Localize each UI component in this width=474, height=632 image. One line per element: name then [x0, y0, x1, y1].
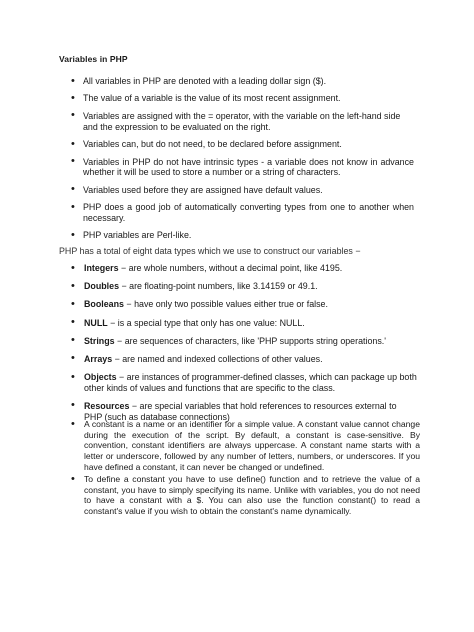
bullet-icon: • [71, 399, 75, 412]
bullet-icon: • [71, 200, 75, 213]
list-item [72, 185, 414, 196]
list-item-text: PHP variables are Perl-like. [83, 230, 192, 241]
list-item [72, 139, 414, 150]
list-item-text [84, 372, 417, 393]
data-types-intro: PHP has a total of eight data types which we use to construct our variables − [59, 246, 361, 256]
data-types-list [72, 263, 417, 430]
list-item-text: Variables used before they are assigned have default values. [83, 184, 323, 195]
list-item [72, 419, 420, 473]
list-item [72, 281, 417, 292]
bullet-icon: • [71, 91, 75, 104]
list-item-text: Variables can, but do not need, to be declared before assignment. [83, 139, 342, 150]
list-item [72, 202, 414, 223]
bullet-icon: • [71, 316, 75, 329]
list-item-text: The value of a variable is the value of its most recent assignment. [83, 93, 341, 104]
type-term: Strings [84, 335, 115, 346]
variables-list [72, 76, 414, 248]
list-item [72, 318, 417, 329]
type-desc: − are instances of programmer-defined classes, which can package up both other kinds of values and functions that are specific to the class. [84, 372, 417, 393]
type-desc: − have only two possible values either true or false. [123, 299, 328, 310]
bullet-icon: • [71, 297, 75, 310]
constants-list [72, 419, 420, 518]
list-item-text: A constant is a name or an identifier for a simple value. A constant value cannot change during the execution of the script. By default, a constant is case-sensitive. By convention, constant identifiers are always uppercase. A constant name starts with a letter or underscore, followed by any number of letters, numbers, or underscores. If you have defined a constant, it can never be changed or undefined. [84, 419, 420, 472]
type-term: NULL [84, 317, 108, 328]
bullet-icon: • [71, 109, 75, 122]
list-item-text: Variables are assigned with the = operator, with the variable on the left-hand side and the expression to be evaluated on the right. [83, 110, 401, 132]
bullet-icon: • [71, 472, 75, 485]
type-desc: − are named and indexed collections of other values. [112, 353, 323, 364]
list-item [72, 354, 417, 365]
list-item [72, 76, 414, 87]
list-item-text: All variables in PHP are denoted with a leading dollar sign ($). [83, 76, 327, 86]
type-term: Booleans [84, 299, 124, 310]
type-term: Arrays [84, 353, 113, 364]
list-item-text [84, 263, 417, 274]
type-term: Resources [84, 400, 130, 411]
list-item-text [84, 299, 417, 310]
bullet-icon: • [71, 417, 75, 430]
list-item [72, 157, 414, 178]
bullet-icon: • [71, 155, 75, 168]
list-item-text [84, 336, 417, 347]
type-term: Objects [84, 372, 117, 383]
list-item-text: To define a constant you have to use define() function and to retrieve the value of a constant, you have to simply specifying its name. Unlike with variables, you do not need to have a constant with a $. You can also use the function constant() to read a constant's value if you wish to obtain the constant's name dynamically. [84, 474, 420, 517]
list-item [72, 93, 414, 104]
type-term: Integers [84, 263, 119, 273]
bullet-icon: • [71, 183, 75, 196]
type-desc: − are floating-point numbers, like 3.14159 or 49.1. [119, 281, 318, 292]
bullet-icon: • [71, 334, 75, 347]
bullet-icon: • [71, 370, 75, 383]
bullet-icon: • [71, 228, 75, 241]
type-desc: − are sequences of characters, like 'PHP supports string operations.' [114, 335, 386, 346]
list-item [72, 336, 417, 347]
bullet-icon: • [71, 74, 75, 87]
bullet-icon: • [71, 261, 75, 274]
list-item [72, 299, 417, 310]
list-item [72, 263, 417, 274]
list-item-text [84, 354, 417, 365]
list-item [72, 372, 417, 393]
type-desc: − are whole numbers, without a decimal point, like 4195. [118, 263, 343, 273]
section-heading: Variables in PHP [59, 54, 128, 64]
bullet-icon: • [71, 279, 75, 292]
type-desc: − is a special type that only has one value: NULL. [107, 317, 305, 328]
bullet-icon: • [71, 137, 75, 150]
list-item [72, 474, 420, 517]
list-item-text [84, 281, 417, 292]
list-item [72, 230, 414, 241]
list-item-text: Variables in PHP do not have intrinsic types - a variable does not know in advance whether it will be used to store a number or a string of characters. [83, 156, 414, 178]
list-item-text: PHP does a good job of automatically converting types from one to another when necessary. [83, 202, 414, 223]
list-item [72, 111, 414, 132]
type-term: Doubles [84, 281, 120, 292]
bullet-icon: • [71, 352, 75, 365]
list-item-text [84, 318, 417, 329]
type-desc: − are special variables that hold references to resources external to PHP (such as database connections) [84, 400, 397, 422]
